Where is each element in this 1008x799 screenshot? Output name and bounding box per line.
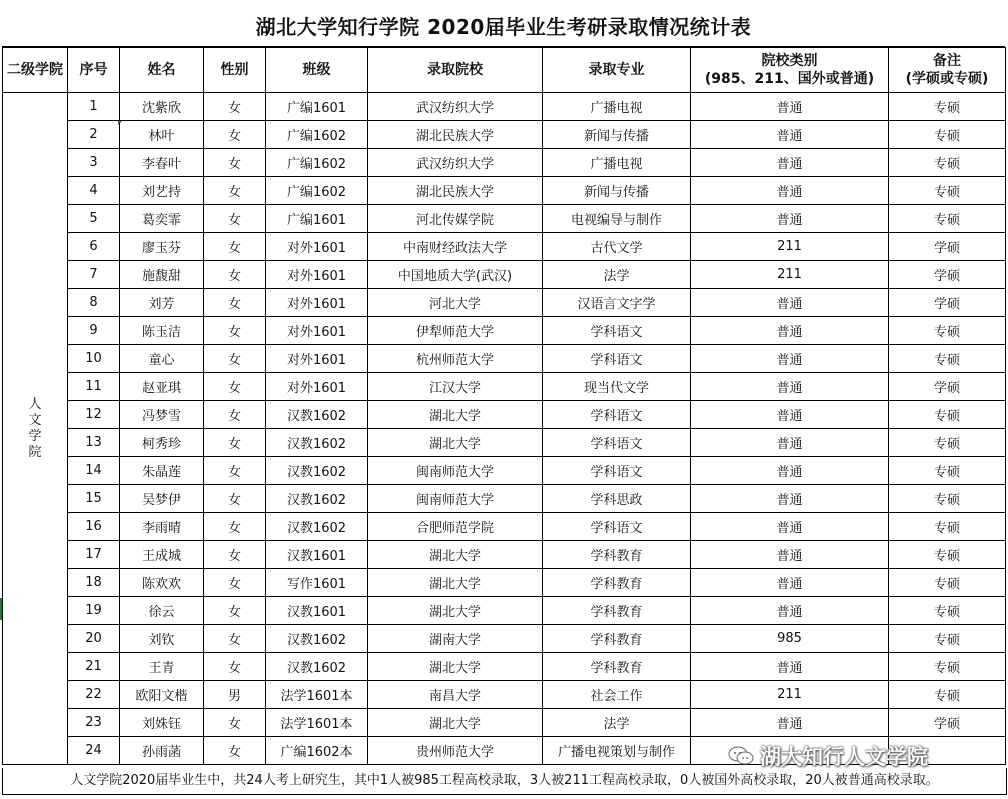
cell-seq[interactable]: 3 [68, 149, 120, 177]
table-row [3, 205, 1006, 233]
cell-school[interactable]: 中国地质大学(武汉) [368, 261, 543, 289]
cell-major[interactable]: 学科教育 [543, 569, 691, 597]
cell-name[interactable]: 施馥甜 [120, 261, 204, 289]
cell-school[interactable]: 湖北民族大学 [368, 177, 543, 205]
table-row [3, 317, 1006, 345]
cell-gender[interactable]: 男 [204, 681, 266, 709]
cell-note[interactable]: 专硕 [889, 485, 1006, 513]
cell-gender[interactable]: 女 [204, 233, 266, 261]
cell-seq[interactable]: 17 [68, 541, 120, 569]
cell-school[interactable]: 湖北大学 [368, 401, 543, 429]
cell-gender[interactable]: 女 [204, 345, 266, 373]
cell-class[interactable]: 汉教1601 [266, 597, 368, 625]
table-row [3, 149, 1006, 177]
cell-gender[interactable]: 女 [204, 513, 266, 541]
cell-note[interactable]: 学硕 [889, 709, 1006, 737]
cell-category[interactable]: 普通 [691, 513, 889, 541]
header-major[interactable]: 录取专业 [543, 48, 691, 93]
table-row [3, 485, 1006, 513]
cell-class[interactable]: 写作1601 [266, 569, 368, 597]
table-row [3, 653, 1006, 681]
cell-school[interactable]: 合肥师范学院 [368, 513, 543, 541]
cell-category[interactable]: 211 [691, 681, 889, 709]
cell-name[interactable]: 刘艺持 [120, 177, 204, 205]
cell-note[interactable]: 专硕 [889, 205, 1006, 233]
cell-major[interactable]: 古代文学 [543, 233, 691, 261]
cell-class[interactable]: 广编1602 [266, 121, 368, 149]
cell-class[interactable]: 法学1601本 [266, 681, 368, 709]
cell-gender[interactable]: 女 [204, 401, 266, 429]
cell-note[interactable]: 专硕 [889, 401, 1006, 429]
college-name: 人文学院 [28, 396, 42, 460]
cell-name[interactable]: 刘钦 [120, 625, 204, 653]
cell-name[interactable]: 葛奕霏 [120, 205, 204, 233]
cell-class[interactable]: 汉教1601 [266, 541, 368, 569]
cell-category[interactable]: 普通 [691, 485, 889, 513]
cell-category[interactable]: 普通 [691, 149, 889, 177]
cell-class[interactable]: 广编1601 [266, 205, 368, 233]
header-row [3, 48, 1006, 93]
cell-seq[interactable]: 12 [68, 401, 120, 429]
cell-class[interactable]: 汉教1602 [266, 653, 368, 681]
cell-seq[interactable]: 8 [68, 289, 120, 317]
cell-seq[interactable]: 6 [68, 233, 120, 261]
cell-seq[interactable]: 22 [68, 681, 120, 709]
table-body [3, 93, 1006, 765]
header-seq[interactable]: 序号 [68, 48, 120, 93]
cell-name[interactable]: 林叶 [120, 121, 204, 149]
cell-note[interactable]: 学硕 [889, 373, 1006, 401]
header-category-subtitle: (985、211、国外或普通) [704, 71, 875, 87]
cell-category[interactable]: 普通 [691, 709, 889, 737]
cell-note[interactable]: 学硕 [889, 233, 1006, 261]
cell-name[interactable]: 刘姝钰 [120, 709, 204, 737]
cell-gender[interactable]: 女 [204, 429, 266, 457]
table-row [3, 373, 1006, 401]
cell-seq[interactable]: 1 [68, 93, 120, 121]
cell-note[interactable]: 专硕 [889, 457, 1006, 485]
cell-major[interactable]: 现当代文学 [543, 373, 691, 401]
cell-gender[interactable]: 女 [204, 261, 266, 289]
summary-footer[interactable]: 人文学院2020届毕业生中，共24人考上研究生，其中1人被985工程高校录取，3人被211工程高校录取，0人被国外高校录取，20人被普通高校录取。 [2, 768, 1007, 795]
cell-gender[interactable]: 女 [204, 373, 266, 401]
cell-major[interactable]: 学科语文 [543, 345, 691, 373]
cell-note[interactable]: 专硕 [889, 541, 1006, 569]
wechat-icon [728, 745, 754, 767]
table-row [3, 681, 1006, 709]
cell-comment-marker [118, 121, 122, 125]
table-row [3, 429, 1006, 457]
header-note[interactable] [889, 48, 1006, 93]
cell-major[interactable]: 学科教育 [543, 653, 691, 681]
cell-school[interactable]: 杭州师范大学 [368, 345, 543, 373]
cell-school[interactable]: 湖北大学 [368, 541, 543, 569]
cell-class[interactable]: 汉教1602 [266, 429, 368, 457]
cell-major[interactable]: 新闻与传播 [543, 177, 691, 205]
table-row [3, 93, 1006, 121]
cell-category[interactable]: 普通 [691, 177, 889, 205]
cell-class[interactable]: 对外1601 [266, 289, 368, 317]
cell-name[interactable]: 徐云 [120, 597, 204, 625]
header-note-subtitle: (学硕或专硕) [905, 71, 989, 87]
cell-major[interactable]: 汉语言文字学 [543, 289, 691, 317]
cell-class[interactable]: 对外1601 [266, 373, 368, 401]
cell-gender[interactable]: 女 [204, 205, 266, 233]
cell-major[interactable]: 学科思政 [543, 485, 691, 513]
cell-category[interactable]: 普通 [691, 317, 889, 345]
header-gender[interactable]: 性别 [204, 48, 266, 93]
cell-class[interactable]: 广编1601 [266, 93, 368, 121]
cell-school[interactable]: 贵州师范大学 [368, 737, 543, 765]
cell-gender[interactable]: 女 [204, 317, 266, 345]
table-row [3, 177, 1006, 205]
cell-seq[interactable]: 5 [68, 205, 120, 233]
cell-note[interactable]: 学硕 [889, 289, 1006, 317]
cell-school[interactable]: 湖北大学 [368, 709, 543, 737]
cell-school[interactable]: 湖北大学 [368, 597, 543, 625]
cell-seq[interactable]: 19 [68, 597, 120, 625]
cell-major[interactable]: 社会工作 [543, 681, 691, 709]
cell-school[interactable]: 湖北民族大学 [368, 121, 543, 149]
cell-seq[interactable]: 14 [68, 457, 120, 485]
cell-school[interactable]: 中南财经政法大学 [368, 233, 543, 261]
spreadsheet [2, 8, 1005, 765]
cell-school[interactable]: 江汉大学 [368, 373, 543, 401]
cell-note[interactable]: 专硕 [889, 429, 1006, 457]
cell-gender[interactable]: 女 [204, 653, 266, 681]
admission-table [2, 47, 1006, 765]
cell-category[interactable]: 普通 [691, 429, 889, 457]
cell-category[interactable]: 普通 [691, 121, 889, 149]
cell-major[interactable]: 学科语文 [543, 513, 691, 541]
cell-gender[interactable]: 女 [204, 625, 266, 653]
cell-note[interactable]: 专硕 [889, 569, 1006, 597]
cell-name[interactable]: 廖玉芬 [120, 233, 204, 261]
cell-class[interactable]: 广编1602 [266, 149, 368, 177]
cell-name[interactable]: 陈玉洁 [120, 317, 204, 345]
table-row [3, 121, 1006, 149]
header-school[interactable]: 录取院校 [368, 48, 543, 93]
cell-seq[interactable]: 7 [68, 261, 120, 289]
cell-major[interactable]: 学科教育 [543, 597, 691, 625]
cell-category[interactable]: 普通 [691, 597, 889, 625]
cell-major[interactable]: 学科语文 [543, 429, 691, 457]
cell-school[interactable]: 湖北大学 [368, 569, 543, 597]
cell-major[interactable]: 学科语文 [543, 317, 691, 345]
table-row [3, 513, 1006, 541]
cell-name[interactable]: 李雨晴 [120, 513, 204, 541]
header-category-title: 院校类别 [761, 53, 818, 69]
table-row [3, 457, 1006, 485]
cell-gender[interactable]: 女 [204, 93, 266, 121]
header-note-title: 备注 [933, 53, 961, 69]
table-row [3, 233, 1006, 261]
cell-category[interactable]: 普通 [691, 653, 889, 681]
cell-class[interactable]: 汉教1602 [266, 513, 368, 541]
cell-major[interactable]: 法学 [543, 261, 691, 289]
cell-gender[interactable]: 女 [204, 485, 266, 513]
table-row [3, 541, 1006, 569]
cell-class[interactable]: 广编1602 [266, 177, 368, 205]
cell-category[interactable]: 普通 [691, 401, 889, 429]
cell-category[interactable]: 普通 [691, 345, 889, 373]
cell-class[interactable]: 汉教1602 [266, 485, 368, 513]
cell-gender[interactable]: 女 [204, 597, 266, 625]
cell-class[interactable]: 对外1601 [266, 317, 368, 345]
cell-name[interactable]: 朱晶莲 [120, 457, 204, 485]
cell-category[interactable]: 普通 [691, 93, 889, 121]
cell-school[interactable]: 湖南大学 [368, 625, 543, 653]
cell-category[interactable]: 普通 [691, 457, 889, 485]
cell-gender[interactable]: 女 [204, 457, 266, 485]
table-title: 湖北大学知行学院 2020届毕业生考研录取情况统计表 [2, 8, 1005, 47]
cell-name[interactable]: 刘芳 [120, 289, 204, 317]
cell-school[interactable]: 湖北大学 [368, 429, 543, 457]
cell-name[interactable]: 柯秀珍 [120, 429, 204, 457]
cell-seq[interactable]: 20 [68, 625, 120, 653]
cell-major[interactable]: 新闻与传播 [543, 121, 691, 149]
cell-gender[interactable]: 女 [204, 177, 266, 205]
cell-seq[interactable]: 15 [68, 485, 120, 513]
cell-major[interactable]: 学科教育 [543, 541, 691, 569]
cell-seq[interactable]: 18 [68, 569, 120, 597]
cell-category[interactable]: 985 [691, 625, 889, 653]
cell-category[interactable]: 普通 [691, 205, 889, 233]
cell-note[interactable]: 专硕 [889, 625, 1006, 653]
cell-class[interactable]: 汉教1602 [266, 457, 368, 485]
cell-note[interactable]: 专硕 [889, 177, 1006, 205]
cell-gender[interactable]: 女 [204, 541, 266, 569]
table-row [3, 625, 1006, 653]
cell-seq[interactable]: 13 [68, 429, 120, 457]
header-college[interactable]: 二级学院 [3, 48, 68, 93]
cell-category[interactable]: 211 [691, 233, 889, 261]
cell-school[interactable]: 河北大学 [368, 289, 543, 317]
cell-class[interactable]: 法学1601本 [266, 709, 368, 737]
cell-name[interactable]: 王成城 [120, 541, 204, 569]
cell-class[interactable]: 对外1601 [266, 345, 368, 373]
cell-note[interactable]: 专硕 [889, 597, 1006, 625]
cell-school[interactable]: 闽南师范大学 [368, 457, 543, 485]
table-row [3, 289, 1006, 317]
cell-name[interactable]: 李春叶 [120, 149, 204, 177]
cell-name[interactable]: 童心 [120, 345, 204, 373]
cell-category[interactable]: 普通 [691, 541, 889, 569]
cell-note[interactable]: 专硕 [889, 93, 1006, 121]
cell-major[interactable]: 学科教育 [543, 625, 691, 653]
cell-name[interactable]: 冯梦雪 [120, 401, 204, 429]
cell-class[interactable]: 汉教1602 [266, 401, 368, 429]
cell-major[interactable]: 法学 [543, 709, 691, 737]
table-row [3, 401, 1006, 429]
cell-name[interactable]: 沈紫欣 [120, 93, 204, 121]
cell-major[interactable]: 电视编导与制作 [543, 205, 691, 233]
cell-major[interactable]: 广播电视 [543, 93, 691, 121]
cell-note[interactable]: 专硕 [889, 513, 1006, 541]
cell-name[interactable]: 孙雨菡 [120, 737, 204, 765]
cell-major[interactable]: 广播电视策划与制作 [543, 737, 691, 765]
watermark-text: 湖大知行人文学院 [760, 745, 928, 769]
cell-seq[interactable]: 23 [68, 709, 120, 737]
cell-major[interactable]: 广播电视 [543, 149, 691, 177]
cell-seq[interactable]: 10 [68, 345, 120, 373]
table-row [3, 345, 1006, 373]
cell-name[interactable]: 欧阳文楷 [120, 681, 204, 709]
cell-gender[interactable]: 女 [204, 737, 266, 765]
cell-seq[interactable]: 9 [68, 317, 120, 345]
cell-name[interactable]: 赵亚琪 [120, 373, 204, 401]
header-category[interactable] [691, 48, 889, 93]
cell-gender[interactable]: 女 [204, 149, 266, 177]
cell-class[interactable]: 对外1601 [266, 233, 368, 261]
table-row [3, 709, 1006, 737]
cell-major[interactable]: 学科语文 [543, 457, 691, 485]
cell-note[interactable]: 专硕 [889, 345, 1006, 373]
cell-gender[interactable]: 女 [204, 569, 266, 597]
row-selection-marker [0, 598, 2, 620]
cell-seq[interactable]: 11 [68, 373, 120, 401]
cell-seq[interactable]: 4 [68, 177, 120, 205]
header-class[interactable]: 班级 [266, 48, 368, 93]
cell-school[interactable]: 武汉纺织大学 [368, 149, 543, 177]
cell-class[interactable]: 广编1602本 [266, 737, 368, 765]
cell-school[interactable]: 闽南师范大学 [368, 485, 543, 513]
cell-note[interactable]: 专硕 [889, 121, 1006, 149]
cell-name[interactable]: 陈欢欢 [120, 569, 204, 597]
cell-school[interactable]: 河北传媒学院 [368, 205, 543, 233]
cell-gender[interactable]: 女 [204, 121, 266, 149]
table-row [3, 261, 1006, 289]
cell-category[interactable]: 普通 [691, 569, 889, 597]
cell-category[interactable]: 211 [691, 261, 889, 289]
header-name[interactable]: 姓名 [120, 48, 204, 93]
cell-name[interactable]: 吴梦伊 [120, 485, 204, 513]
cell-seq[interactable]: 24 [68, 737, 120, 765]
cell-name[interactable]: 王青 [120, 653, 204, 681]
college-cell[interactable] [3, 93, 68, 765]
cell-note[interactable]: 学硕 [889, 261, 1006, 289]
cell-note[interactable]: 专硕 [889, 653, 1006, 681]
cell-major[interactable]: 学科语文 [543, 401, 691, 429]
cell-seq[interactable]: 21 [68, 653, 120, 681]
cell-note[interactable]: 专硕 [889, 681, 1006, 709]
cell-school[interactable]: 南昌大学 [368, 681, 543, 709]
cell-seq[interactable]: 16 [68, 513, 120, 541]
watermark [728, 741, 928, 771]
table-row [3, 569, 1006, 597]
cell-category[interactable]: 普通 [691, 289, 889, 317]
cell-class[interactable]: 汉教1602 [266, 625, 368, 653]
table-row [3, 597, 1006, 625]
cell-school[interactable]: 武汉纺织大学 [368, 93, 543, 121]
cell-note[interactable]: 专硕 [889, 149, 1006, 177]
cell-school[interactable]: 伊犁师范大学 [368, 317, 543, 345]
cell-school[interactable]: 湖北大学 [368, 653, 543, 681]
cell-gender[interactable]: 女 [204, 289, 266, 317]
cell-note[interactable]: 专硕 [889, 317, 1006, 345]
cell-category[interactable]: 普通 [691, 373, 889, 401]
cell-gender[interactable]: 女 [204, 709, 266, 737]
cell-seq[interactable]: 2 [68, 121, 120, 149]
cell-class[interactable]: 对外1601 [266, 261, 368, 289]
